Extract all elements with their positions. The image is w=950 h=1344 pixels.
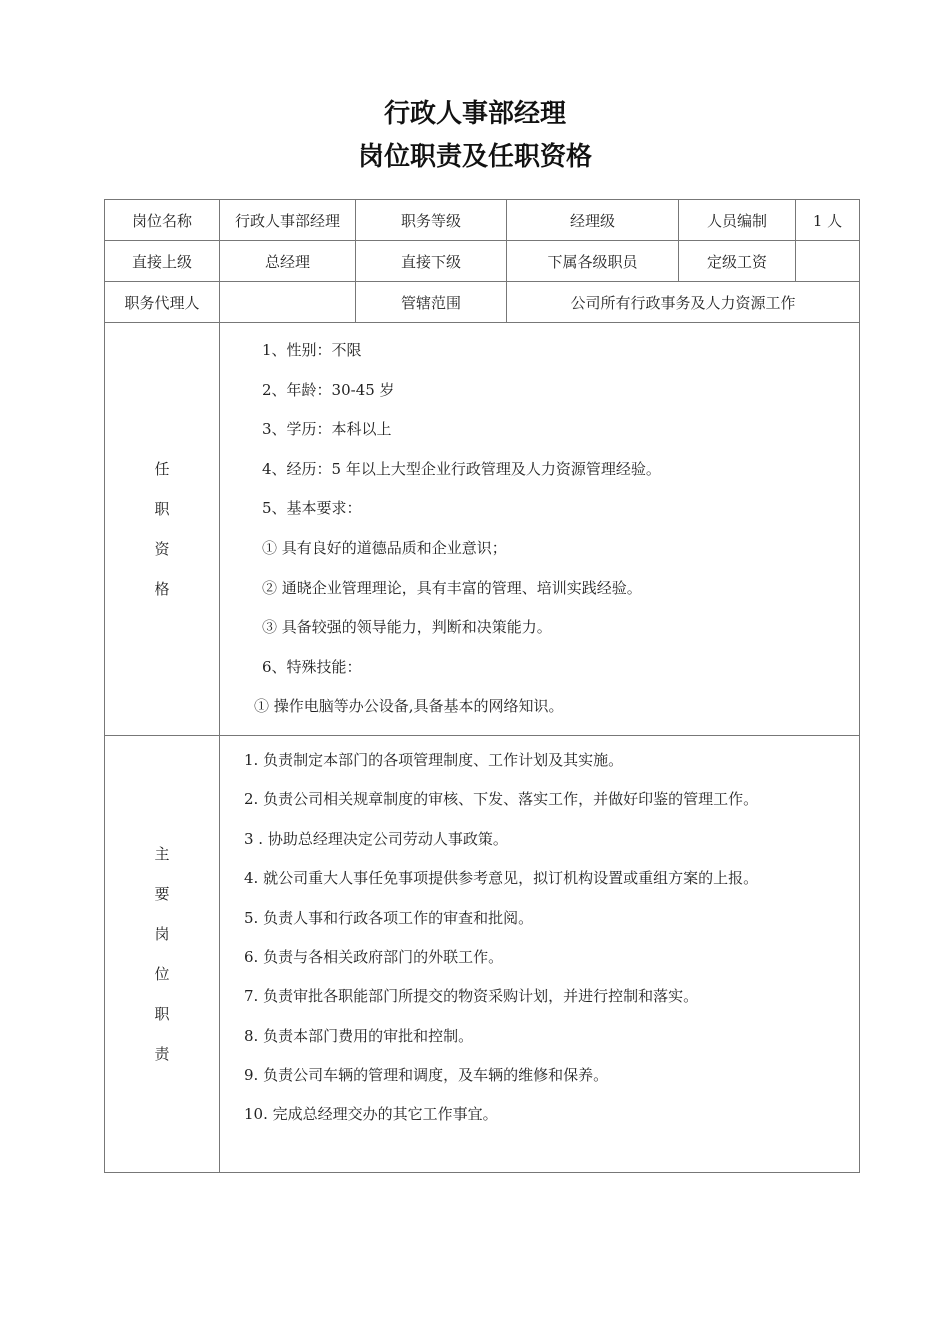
table-row [105, 282, 860, 323]
label-char: 格 [154, 579, 170, 598]
label-char: 要 [154, 884, 170, 903]
job-description-table [104, 199, 860, 1173]
label-char: 任 [154, 459, 170, 478]
label-char: 资 [154, 539, 170, 558]
duty-item: 2. 负责公司相关规章制度的审核、下发、落实工作，并做好印鉴的管理工作。 [244, 790, 759, 809]
jurisdiction-value: 公司所有行政事务及人力资源工作 [507, 282, 860, 323]
duty-item: 10. 完成总经理交办的其它工作事宜。 [244, 1105, 498, 1124]
position-name-label: 岗位名称 [105, 200, 220, 241]
label-char: 岗 [154, 924, 170, 943]
table-row [105, 241, 860, 282]
duty-item: 6. 负责与各相关政府部门的外联工作。 [244, 947, 504, 966]
direct-subordinate-label: 直接下级 [356, 241, 507, 282]
label-char: 职 [154, 1004, 170, 1023]
label-char: 职 [154, 499, 170, 518]
qualification-item: 3、学历：本科以上 [262, 420, 392, 439]
table-row [105, 200, 860, 241]
label-char: 责 [154, 1044, 170, 1063]
headcount-value: 1 人 [796, 200, 860, 241]
qualification-item: 5、基本要求： [262, 499, 362, 518]
direct-superior-label: 直接上级 [105, 241, 220, 282]
deputy-value [220, 282, 356, 323]
duties-label [105, 735, 220, 1172]
document-title-line-2: 岗位职责及任职资格 [357, 142, 592, 172]
qualifications-label [105, 323, 220, 736]
qualification-item: 6、特殊技能： [262, 657, 362, 676]
duty-item: 4. 就公司重大人事任免事项提供参考意见，拟订机构设置或重组方案的上报。 [244, 869, 759, 888]
duty-item: 1. 负责制定本部门的各项管理制度、工作计划及其实施。 [244, 750, 624, 769]
duty-item: 7. 负责审批各职能部门所提交的物资采购计划，并进行控制和落实。 [244, 987, 699, 1006]
table-row [105, 323, 860, 736]
headcount-label: 人员编制 [679, 200, 796, 241]
jurisdiction-label: 管辖范围 [356, 282, 507, 323]
duty-item: 8. 负责本部门费用的审批和控制。 [244, 1026, 474, 1045]
qualifications-content [220, 323, 860, 736]
position-name-value: 行政人事部经理 [220, 200, 356, 241]
duty-item: 9. 负责公司车辆的管理和调度，及车辆的维修和保养。 [244, 1066, 609, 1085]
qualification-item: 1、性别：不限 [262, 341, 362, 359]
salary-grade-value [796, 241, 860, 282]
duty-item: 5. 负责人事和行政各项工作的审查和批阅。 [244, 908, 534, 927]
label-char: 位 [154, 964, 170, 983]
job-grade-label: 职务等级 [356, 200, 507, 241]
deputy-label: 职务代理人 [105, 282, 220, 323]
label-char: 主 [154, 844, 170, 863]
salary-grade-label: 定级工资 [679, 241, 796, 282]
document-title-line-1: 行政人事部经理 [383, 99, 566, 129]
qualification-item: ② 通晓企业管理理论，具有丰富的管理、培训实践经验。 [262, 578, 642, 597]
qualification-item: ① 具有良好的道德品质和企业意识； [262, 538, 507, 557]
job-grade-value: 经理级 [507, 200, 679, 241]
qualification-item: ③ 具备较强的领导能力，判断和决策能力。 [262, 618, 552, 637]
duty-item: 3 . 协助总经理决定公司劳动人事政策。 [244, 829, 508, 848]
duties-content [220, 735, 860, 1172]
direct-subordinate-value: 下属各级职员 [507, 241, 679, 282]
qualification-item: ① 操作电脑等办公设备,具备基本的网络知识。 [254, 697, 564, 716]
table-row [105, 735, 860, 1172]
qualification-item: 4、经历：5 年以上大型企业行政管理及人力资源管理经验。 [262, 459, 661, 478]
qualification-item: 2、年龄：30-45 岁 [262, 380, 395, 399]
direct-superior-value: 总经理 [220, 241, 356, 282]
